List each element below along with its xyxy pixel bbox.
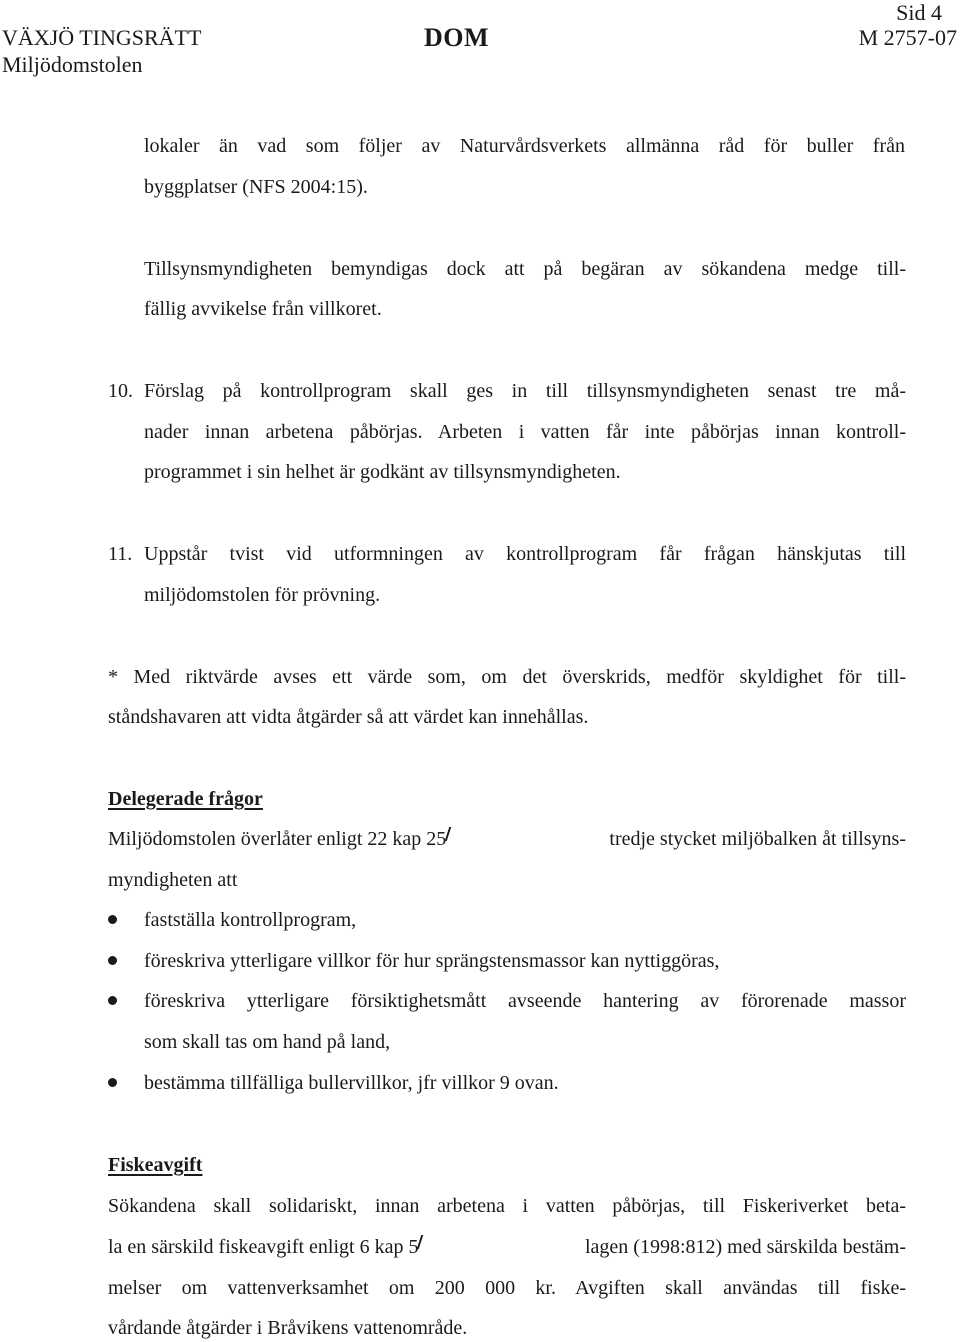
paragraph-line: fällig avvikelse från villkoret.	[144, 298, 382, 320]
list-item: bestämma tillfälliga bullervillkor, jfr villkor 9 ovan.	[144, 1072, 559, 1094]
paragraph-line: vårdande åtgärder i Bråvikens vattenområde.	[108, 1317, 468, 1339]
list-item: som skall tas om hand på land,	[144, 1031, 391, 1053]
list-item: fastställa kontrollprogram,	[144, 909, 357, 931]
paragraph-line: Förslag på kontrollprogram skall ges in till tillsynsmyndigheten senast tre må-	[144, 380, 906, 402]
bullet-icon	[108, 996, 117, 1005]
section-mark-icon	[418, 1237, 428, 1257]
court-name: VÄXJÖ TINGSRÄTT	[2, 25, 202, 50]
paragraph-line	[108, 1237, 906, 1257]
paragraph-line: ståndshavaren att vidta åtgärder så att värdet kan innehållas.	[108, 706, 589, 728]
paragraph-text: Miljödomstolen överlåter enligt 22 kap 25	[108, 829, 456, 849]
bullet-icon	[108, 915, 117, 924]
section-heading: Delegerade frågor	[108, 788, 263, 810]
paragraph-line: * Med riktvärde avses ett värde som, om det överskrids, medför skyldighet för till-	[108, 666, 906, 688]
section-mark-icon	[446, 829, 456, 849]
paragraph-line: nader innan arbetena påbörjas. Arbeten i vatten får inte påbörjas innan kontroll-	[144, 421, 906, 443]
court-department: Miljödomstolen	[2, 52, 143, 77]
bullet-icon	[108, 1078, 117, 1087]
paragraph-line: byggplatser (NFS 2004:15).	[144, 176, 368, 198]
paragraph-line: Tillsynsmyndigheten bemyndigas dock att på begäran av sökandena medge till-	[144, 258, 906, 280]
paragraph-line: Uppstår tvist vid utformningen av kontrollprogram får frågan hänskjutas till	[144, 543, 906, 565]
page-number: Sid 4	[896, 0, 942, 25]
section-heading: Fiskeavgift	[108, 1154, 203, 1176]
paragraph-line: programmet i sin helhet är godkänt av tillsynsmyndigheten.	[144, 461, 621, 483]
case-number: M 2757-07	[858, 25, 957, 50]
paragraph-line: melser om vattenverksamhet om 200 000 kr. Avgiften skall användas till fiske-	[108, 1277, 906, 1299]
paragraph-text: la en särskild fiskeavgift enligt 6 kap 5	[108, 1237, 428, 1257]
condition-number: 10.	[108, 380, 133, 402]
bullet-icon	[108, 956, 117, 965]
paragraph-line: lokaler än vad som följer av Naturvårdsverkets allmänna råd för buller från	[144, 135, 905, 157]
list-item: föreskriva ytterligare försiktighetsmått avseende hantering av förorenade massor	[144, 990, 906, 1012]
paragraph-line: Sökandena skall solidariskt, innan arbetena i vatten påbörjas, till Fiskeriverket beta-	[108, 1195, 906, 1217]
paragraph-line: myndigheten att	[108, 869, 238, 891]
paragraph-line	[108, 829, 906, 849]
condition-number: 11.	[108, 543, 133, 565]
paragraph-text: lagen (1998:812) med särskilda bestäm-	[584, 1236, 906, 1258]
paragraph-text: tredje stycket miljöbalken åt tillsyns-	[609, 828, 906, 850]
list-item: föreskriva ytterligare villkor för hur sprängstensmassor kan nyttiggöras,	[144, 950, 720, 972]
document-type: DOM	[424, 23, 490, 52]
paragraph-line: miljödomstolen för prövning.	[144, 584, 381, 606]
